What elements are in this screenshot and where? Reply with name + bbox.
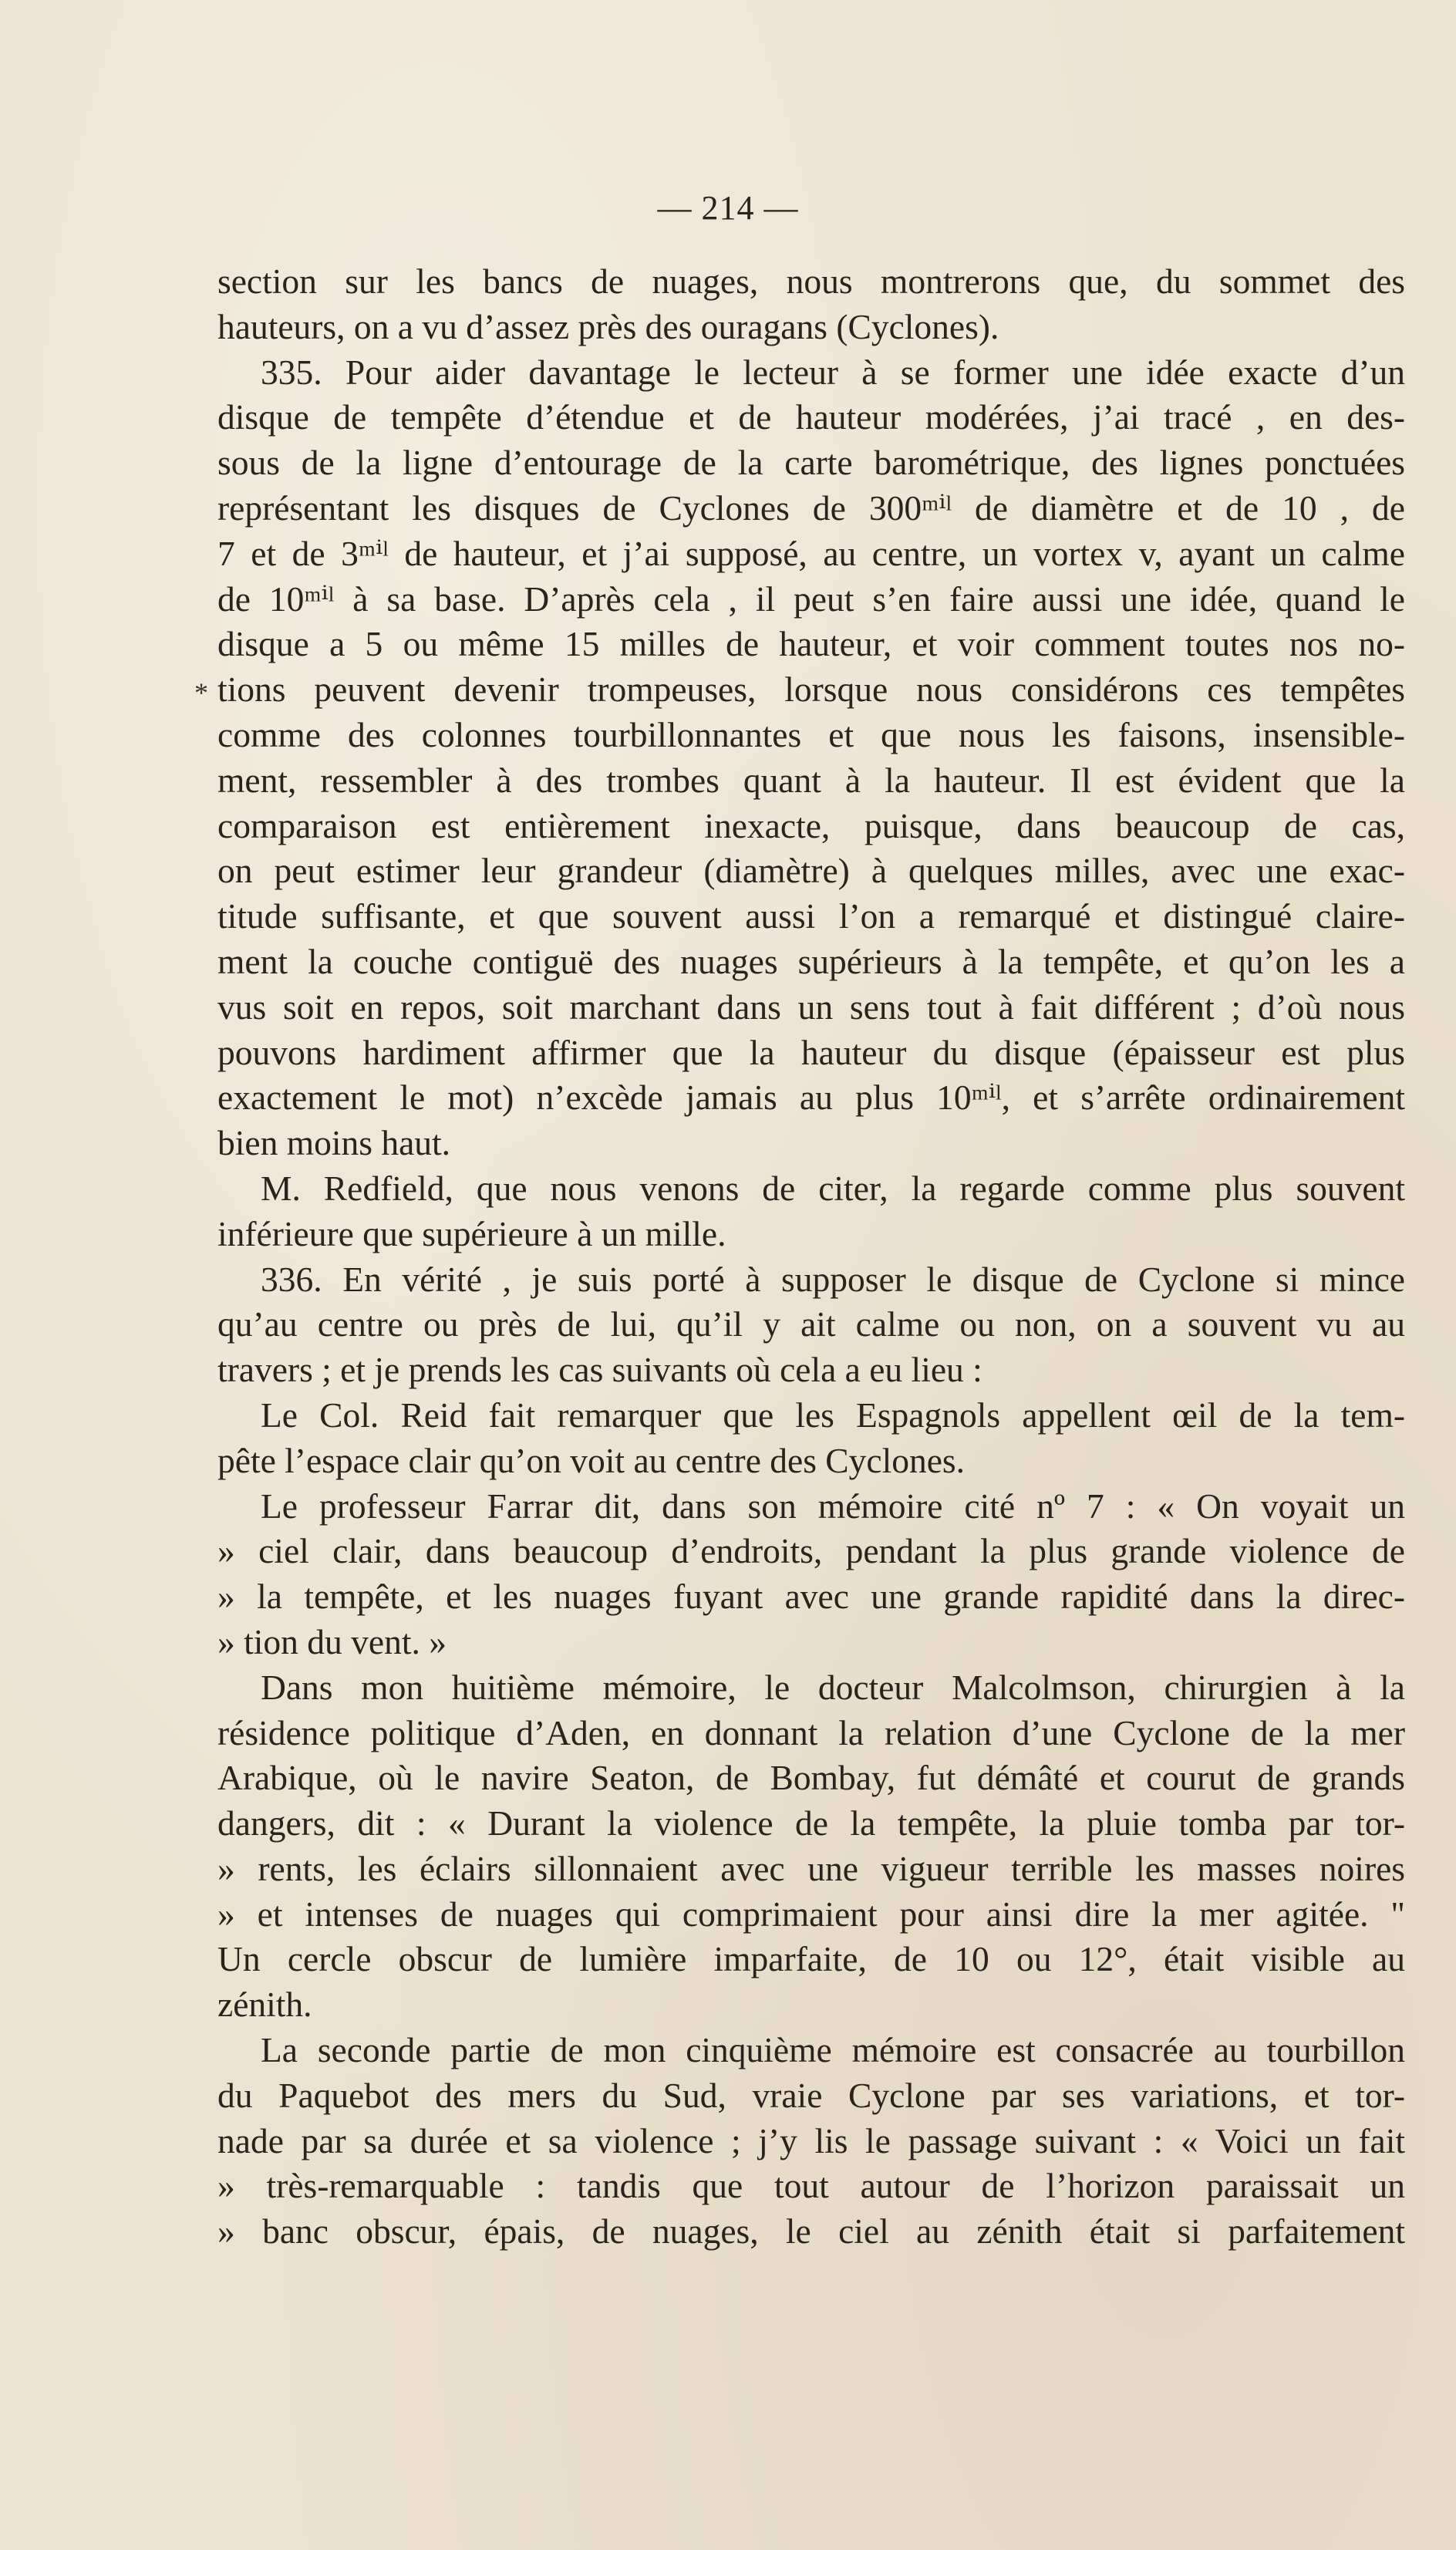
text-line: qu’au centre ou près de lui, qu’il y ait calme ou non, on a souvent vu au [217, 1304, 1405, 1344]
text-line: bien moins haut. [217, 1123, 451, 1163]
text-line: dangers, dit : « Durant la violence de la tempête, la pluie tomba par tor- [217, 1803, 1405, 1843]
text-line: résidence politique d’Aden, en donnant la relation d’une Cyclone de la mer [217, 1712, 1405, 1752]
text-line: on peut estimer leur grandeur (diamètre) à quelques milles, avec une exac- [217, 851, 1405, 891]
text-line: La seconde partie de mon cinquième mémoire est consacrée au tourbillon [261, 2030, 1405, 2070]
text-line: section sur les bancs de nuages, nous montrerons que, du sommet des [217, 261, 1405, 301]
text-line: » la tempête, et les nuages fuyant avec une grande rapidité dans la direc- [217, 1577, 1405, 1617]
text-line: représentant les disques de Cyclones de 300ᵐⁱˡ de diamètre et de 10 , de [217, 487, 1405, 528]
text-line: inférieure que supérieure à un mille. [217, 1213, 726, 1253]
text-line: 336. En vérité , je suis porté à supposer le disque de Cyclone si mince [261, 1259, 1405, 1299]
text-line: hauteurs, on a vu d’assez près des ouragans (Cyclones). [217, 306, 999, 346]
text-line: » et intenses de nuages qui comprimaient pour ainsi dire la mer agitée. " [217, 1894, 1405, 1934]
text-line: exactement le mot) n’excède jamais au plus 10ᵐⁱˡ, et s’arrête ordinairement [217, 1078, 1405, 1118]
text-line: pête l’espace clair qu’on voit au centre des Cyclones. [217, 1440, 966, 1480]
page-number: — 214 — [657, 189, 799, 227]
margin-mark: * [194, 677, 208, 708]
text-line: du Paquebot des mers du Sud, vraie Cyclone par ses variations, et tor- [217, 2075, 1405, 2115]
text-line: titude suffisante, et que souvent aussi l’on a remarqué et distingué claire- [217, 896, 1405, 936]
text-line: comparaison est entièrement inexacte, puisque, dans beaucoup de cas, [217, 805, 1405, 845]
text-line: » très-remarquable : tandis que tout autour de l’horizon paraissait un [217, 2166, 1405, 2206]
text-line: sous de la ligne d’entourage de la carte barométrique, des lignes ponctuées [217, 443, 1405, 483]
text-line: M. Redfield, que nous venons de citer, la regarde comme plus souvent [261, 1168, 1405, 1208]
text-line: » tion du vent. » [217, 1621, 447, 1661]
text-line: ment la couche contiguë des nuages supérieurs à la tempête, et qu’on les a [217, 941, 1405, 981]
text-line: vus soit en repos, soit marchant dans un sens tout à fait différent ; d’où nous [217, 987, 1405, 1027]
text-line: disque de tempête d’étendue et de hauteur modérées, j’ai tracé , en des- [217, 397, 1405, 437]
text-line: travers ; et je prends les cas suivants où cela a eu lieu : [217, 1350, 982, 1390]
text-line: 335. Pour aider davantage le lecteur à se former une idée exacte d’un [261, 352, 1405, 392]
text-line: nade par sa durée et sa violence ; j’y lis le passage suivant : « Voici un fait [217, 2120, 1405, 2160]
body-text [217, 259, 1405, 2255]
text-line: Un cercle obscur de lumière imparfaite, de 10 ou 12°, était visible au [217, 1939, 1405, 1979]
text-line: Le Col. Reid fait remarquer que les Espagnols appellent œil de la tem- [261, 1395, 1405, 1435]
text-line: » banc obscur, épais, de nuages, le ciel au zénith était si parfaitement [217, 2211, 1405, 2251]
text-line: ment, ressembler à des trombes quant à la hauteur. Il est évident que la [217, 760, 1405, 800]
text-line: de 10ᵐⁱˡ à sa base. D’après cela , il peut s’en faire aussi une idée, quand le [217, 578, 1405, 619]
text-line: pouvons hardiment affirmer que la hauteur du disque (épaisseur est plus [217, 1032, 1405, 1072]
text-line: 7 et de 3ᵐⁱˡ de hauteur, et j’ai supposé, au centre, un vortex v, ayant un calme [217, 533, 1405, 573]
text-line: disque a 5 ou même 15 milles de hauteur, et voir comment toutes nos no- [217, 624, 1405, 664]
text-line: comme des colonnes tourbillonnantes et que nous les faisons, insensible- [217, 714, 1405, 754]
text-line: Dans mon huitième mémoire, le docteur Malcolmson, chirurgien à la [261, 1667, 1405, 1707]
text-line: zénith. [217, 1985, 312, 2025]
text-line: Le professeur Farrar dit, dans son mémoire cité nº 7 : « On voyait un [261, 1486, 1405, 1526]
text-line: » ciel clair, dans beaucoup d’endroits, pendant la plus grande violence de [217, 1531, 1405, 1571]
text-line: » rents, les éclairs sillonnaient avec une vigueur terrible les masses noires [217, 1848, 1405, 1888]
text-line: tions peuvent devenir trompeuses, lorsque nous considérons ces tempêtes [217, 670, 1405, 710]
text-line: Arabique, où le navire Seaton, de Bombay, fut démâté et courut de grands [217, 1758, 1405, 1798]
